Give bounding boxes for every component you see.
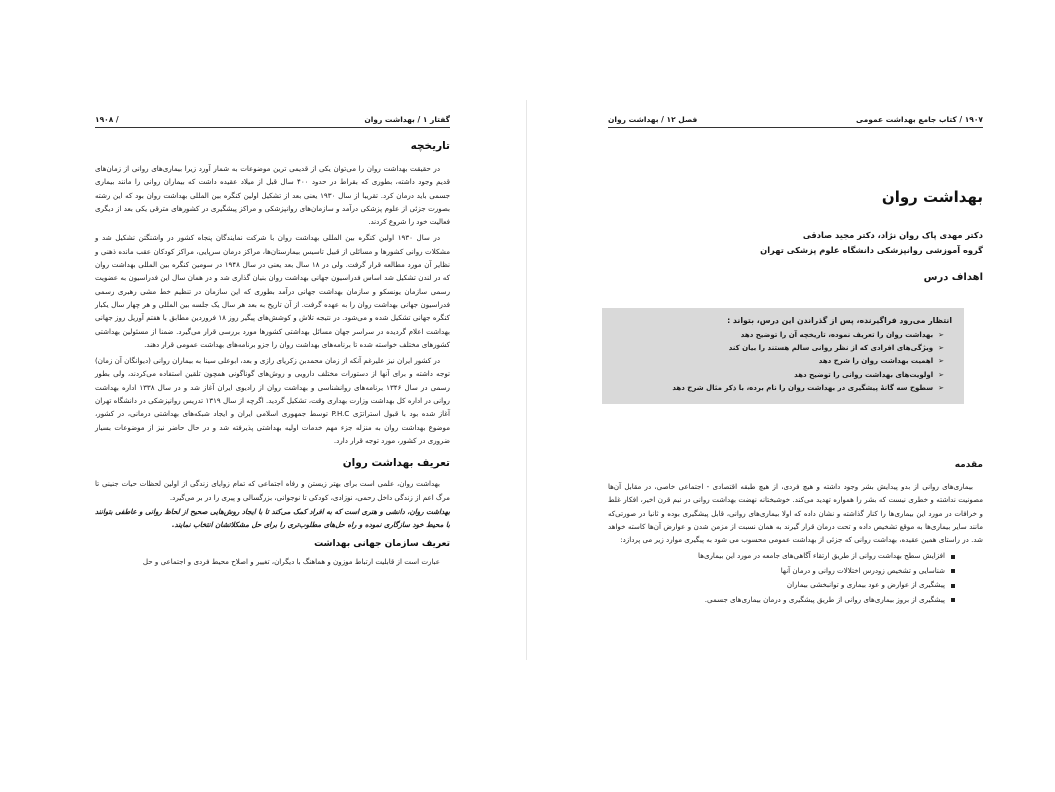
authors-block [608,228,983,257]
left-running-head [95,108,450,128]
objective-text: بهداشت روان را تعریف نموده، تاریخچه آن را توضیح دهد [740,331,934,339]
square-bullet-icon [951,584,955,588]
list-item [608,549,983,564]
objectives-intro: انتظار می‌رود فراگیرنده، پس از گذراندن این درس، بتواند : [727,316,952,325]
history-paragraph-3: در کشور ایران نیز علیرغم آنکه از زمان محمدبن زکریای رازی و بعد، ابوعلی سینا به بیماران روانی (دیوانگان آن زمان) توجه داشته و برای آنها از دستورات مختلف دارویی و روش‌های گوناگونی همچون تلقین استفاده می‌کردند، ولی بطور رسمی در سال ۱۳۴۶ برنامه‌های روانشناسی و بهداشت روان از رادیوی ایران آغاز شد و در سال ۱۳۳۸ اداره بهداشت روانی در اداره کل بهداشت وزارت بهداری وقت، تشکیل گردید. اگرچه از سال ۱۳۱۹ تدریس روانپزشکی در دانشگاه تهران آغاز شده بود با قبول استراتژی P.H.C توسط جمهوری اسلامی ایران و ایجاد شبکه‌های بهداشتی درمانی، در کشور، موضوع بهداشت روان به منزله جزء مهم خدمات اولیه بهداشتی پذیرفته شد و در حال حاضر نیز از موضوعات بسیار ضروری در کشور، مورد توجه قرار دارد. [95,356,450,445]
introduction-paragraph: بیماری‌های روانی از بدو پیدایش بشر وجود داشته و هیچ فردی، از هیچ طبقه اقتصادی - اجتماعی خاصی، در مقابل آن‌ها مصونیت نداشته و خطری نیست که بشر را همواره تهدید می‌کند. خوشبختانه نهضت بهداشت روانی در نیم قرن اخیر، افکار غلط و خرافات در مورد این بیماری‌ها را کنار گذاشته و نشان داده که اولا بیماری‌های روانی، قابل پیشگیری بوده و ثانیا در صورتی‌که مانند سایر بیماری‌ها به موقع تشخیص داده و تحت درمان قرار گیرند به همان نسبت از مزمن شدن و عوارض آن‌ها کاسته خواهد شد. در راستای همین عقیده، بهداشت روانی که جزئی از بهداشت عمومی محسوب می شود به پیگیری موارد زیر می پردازد: [608,482,983,545]
left-column [95,140,450,572]
introduction-column [608,480,983,607]
objectives-box [602,308,964,404]
right-page [528,0,1055,792]
objective-item [612,342,952,355]
objectives-heading: اهداف درس [923,272,983,283]
arrow-bullet-icon: ➢ [938,344,944,353]
definition-heading: تعریف بهداشت روان [342,457,450,470]
objective-text: اولویت‌های بهداشت روانی را توضیح دهد [794,370,934,379]
list-item-text: پیشگیری از عوارض و عود بیماری و توانبخشی بیماران [786,580,945,590]
list-item-text: افزایش سطح بهداشت روانی از طریق ارتقاء آگاهی‌های جامعه در مورد این بیماری‌ها [698,551,945,561]
objective-text: سطوح سه گانهٔ پیشگیری در بهداشت روان را نام برده، با ذکر مثال شرح دهد [672,383,934,392]
objective-item [612,329,952,342]
square-bullet-icon [951,598,955,602]
history-paragraph-2: در سال ۱۹۳۰ اولین کنگره بین المللی بهداشت روان با شرکت نمایندگان پنجاه کشور در واشنگتن تشکیل شد و مشکلات روانی کشورها و مسائلی از قبیل تاسیس بیمارستان‌ها، مراکز درمان سرپایی، مراکز کودکان عقب مانده ذهنی و نظایر آن مورد مطالعه قرار گرفت. ولی در ۱۸ سال بعد یعنی در سال ۱۹۴۸ در سومین کنگره بین المللی بهداشت روان که در لندن تشکیل شد اساس فدراسیون جهانی بهداشت روان بنیان گذاری شد و در همان سال این فدراسیون به عضویت رسمی سازمان یونسکو و سازمان بهداشت جهانی درآمد بطوری که این سازمان در تنظیم خط مشی رهبری رسمی فدراسیون جهانی بهداشت روان را به عهده گرفت. از آن تاریخ به بعد هر سال یک جلسه بین المللی و هر چهار سال یکبار کنگره جهانی تشکیل شده و می‌شود. در نتیجه تلاش و کوشش‌های پیگیر روز ۱۸ فروردین مطابق با هفتم آوریل روز جهانی بهداشت اعلام گردیده در سراسر جهان مسائل بهداشتی کشورها مورد بررسی قرار می‌گیرد. ضمنا از مسئولین بهداشتی کشورهای مختلف خواسته شده تا برنامه‌های بهداشت روان را جزو برنامه‌های بهداشت عمومی قرار دهند. [95,233,451,349]
chapter-title: بهداشت روان [881,188,983,206]
definition-emphasis: بهداشت روان، دانشی و هنری است که به افراد کمک می‌کند تا با ایجاد روش‌هایی صحیح از لحاظ روانی و عاطفی بتوانند با محیط خود سازگاری نموده و راه حل‌های مطلوب‌تری را برای حل مشکلاتشان انتخاب نمایند. [95,506,450,530]
objective-item [612,382,952,395]
objective-item [612,355,952,368]
introduction-bullets [608,549,983,607]
history-heading: تاریخچه [410,140,450,152]
square-bullet-icon [951,569,955,573]
list-item [608,593,983,608]
right-running-head-chapter: فصل ۱۲ / بهداشت روان [608,115,698,124]
left-page [0,0,527,792]
left-running-head-chapter: گفتار ۱ / بهداشت روان [364,115,450,124]
left-running-head-page: / ۱۹۰۸ [95,115,119,124]
arrow-bullet-icon: ➢ [938,357,944,366]
right-running-head-page: ۱۹۰۷ / کتاب جامع بهداشت عمومی [856,115,983,124]
arrow-bullet-icon: ➢ [938,383,944,392]
arrow-bullet-icon: ➢ [938,370,944,379]
list-item-text: شناسایی و تشخیص زودرس اختلالات روانی و درمان آنها [780,565,945,575]
list-item [608,578,983,593]
authors-affiliation: گروه آموزشی روانپزشکی دانشگاه علوم پزشکی تهران [760,244,983,255]
square-bullet-icon [951,555,955,559]
who-definition-heading: تعریف سازمان جهانی بهداشت [314,539,450,550]
arrow-bullet-icon: ➢ [938,331,944,339]
right-running-head [608,108,983,128]
introduction-heading: مقدمه [954,460,983,470]
objective-text: اهمیت بهداشت روان را شرح دهد [818,357,934,366]
history-paragraph-1: در حقیقت بهداشت روان را می‌توان یکی از قدیمی ترین موضوعات به شمار آورد زیرا بیماری‌های روانی از زمان‌های قدیم وجود داشته، بطوری که بقراط در حدود ۴۰۰ سال قبل از میلاد عقیده داشت که بیماران روانی را مانند بیماری جسمی باید درمان کرد. تقریبا از سال ۱۹۳۰ یعنی بعد از تشکیل اولین کنگره بین المللی بهداشت روان بود که این رشته بصورت جزئی از علوم پزشکی درآمد و سازمان‌های روانپزشکی و مراکز پیشگیری در کشورهای مترقی یکی بعد از دیگری فعالیت خود را شروع کردند. [95,164,450,227]
definition-paragraph: بهداشت روان، علمی است برای بهتر زیستن و رفاه اجتماعی که تمام زوایای زندگی از اولین لحظات حیات جنینی تا مرگ اعم از زندگی داخل رحمی، نوزادی، کودکی تا نوجوانی، بزرگسالی و پیری را در بر می‌گیرد. [95,479,450,502]
list-item [608,564,983,579]
objective-item [612,369,952,382]
objective-text: ویژگی‌های افرادی که از نظر روانی سالم هستند را بیان کند [728,344,934,353]
who-definition-paragraph: عبارت است از قابلیت ارتباط موزون و هماهنگ با دیگران، تغییر و اصلاح محیط فردی و اجتماعی و حل [142,557,440,567]
list-item-text: پیشگیری از بروز بیماری‌های روانی از طریق پیشگیری و درمان بیماری‌های جسمی. [704,594,945,604]
authors-names: دکتر مهدی پاک روان نژاد، دکتر مجید صادقی [802,230,983,240]
